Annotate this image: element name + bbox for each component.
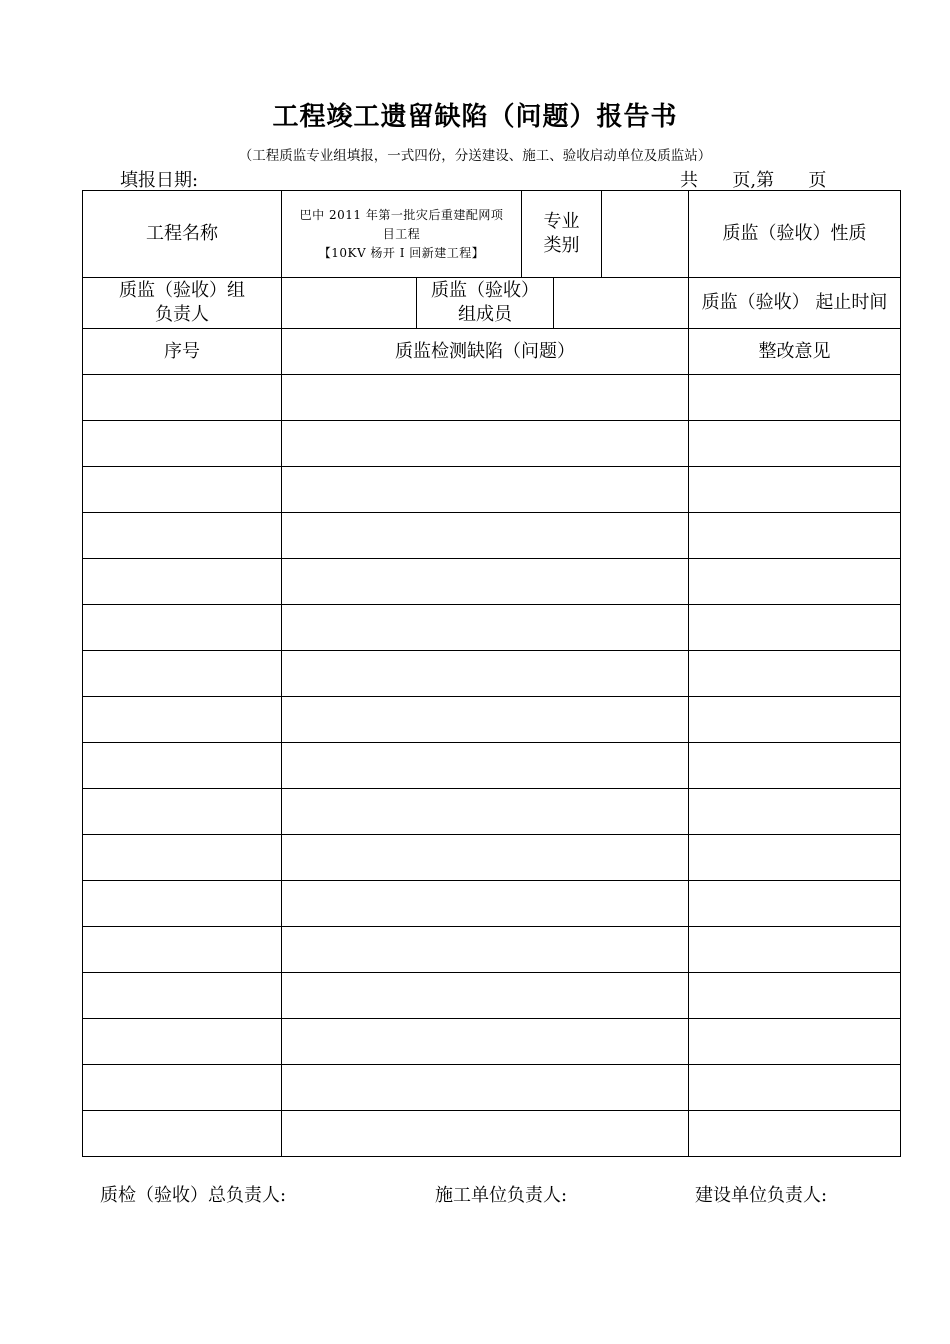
row-index-cell[interactable] — [83, 973, 282, 1019]
row-index-cell[interactable] — [83, 927, 282, 973]
row-index-cell[interactable] — [83, 421, 282, 467]
row-rectification-cell[interactable] — [689, 697, 900, 743]
page-title: 工程竣工遗留缺陷（问题）报告书 — [272, 102, 678, 132]
row-defect-cell[interactable] — [282, 789, 689, 835]
row-defect-cell[interactable] — [282, 421, 689, 467]
row-rectification-cell[interactable] — [689, 375, 900, 421]
row-index-cell[interactable] — [83, 513, 282, 559]
pages-end-label: 页 — [808, 170, 827, 191]
row-rectification-cell[interactable] — [689, 467, 900, 513]
members-label — [417, 278, 554, 329]
row-rectification-cell[interactable] — [689, 835, 900, 881]
report-form — [82, 190, 901, 1157]
project-name-line-2: 目工程 — [382, 226, 421, 241]
project-name-value[interactable] — [282, 191, 522, 278]
row-index-cell[interactable] — [83, 1111, 282, 1156]
specialty-label — [522, 191, 602, 278]
owner-leader-label: 建设单位负责人: — [695, 1185, 828, 1206]
project-name-line-3: 【10KV 杨开 I 回新建工程】 — [318, 245, 485, 260]
row-index-cell[interactable] — [83, 375, 282, 421]
project-name-label: 工程名称 — [83, 191, 282, 278]
row-defect-cell[interactable] — [282, 927, 689, 973]
leader-label — [83, 278, 282, 329]
row-rectification-cell[interactable] — [689, 789, 900, 835]
column-header-rectification: 整改意见 — [689, 329, 900, 375]
specialty-label-line-2: 类别 — [543, 235, 580, 256]
row-index-cell[interactable] — [83, 835, 282, 881]
row-index-cell[interactable] — [83, 1019, 282, 1065]
row-index-cell[interactable] — [83, 1065, 282, 1111]
leader-label-line-1: 质监（验收）组 — [119, 280, 245, 301]
row-rectification-cell[interactable] — [689, 421, 900, 467]
specialty-label-line-1: 专业 — [543, 211, 580, 232]
row-rectification-cell[interactable] — [689, 605, 900, 651]
pages-total-label: 共 — [680, 170, 698, 191]
row-defect-cell[interactable] — [282, 651, 689, 697]
row-defect-cell[interactable] — [282, 835, 689, 881]
page-counter — [680, 166, 826, 192]
row-rectification-cell[interactable] — [689, 1065, 900, 1111]
leader-value[interactable] — [282, 278, 417, 329]
column-header-defect: 质监检测缺陷（问题） — [282, 329, 689, 375]
inspection-nature-label: 质监（验收）性质 — [689, 191, 900, 278]
row-defect-cell[interactable] — [282, 697, 689, 743]
row-rectification-cell[interactable] — [689, 1019, 900, 1065]
row-index-cell[interactable] — [83, 881, 282, 927]
members-value[interactable] — [554, 278, 689, 329]
row-index-cell[interactable] — [83, 559, 282, 605]
row-defect-cell[interactable] — [282, 605, 689, 651]
row-index-cell[interactable] — [83, 743, 282, 789]
row-defect-cell[interactable] — [282, 1111, 689, 1156]
distribution-note: （工程质监专业组填报，一式四份，分送建设、施工、验收启动单位及质监站） — [238, 148, 712, 164]
row-rectification-cell[interactable] — [689, 559, 900, 605]
row-index-cell[interactable] — [83, 467, 282, 513]
row-defect-cell[interactable] — [282, 513, 689, 559]
period-label: 质监（验收） 起止时间 — [689, 278, 900, 329]
row-defect-cell[interactable] — [282, 1065, 689, 1111]
row-rectification-cell[interactable] — [689, 927, 900, 973]
row-index-cell[interactable] — [83, 789, 282, 835]
specialty-value[interactable] — [602, 191, 689, 278]
row-defect-cell[interactable] — [282, 881, 689, 927]
row-defect-cell[interactable] — [282, 973, 689, 1019]
pages-page-label: 页,第 — [732, 170, 775, 191]
row-index-cell[interactable] — [83, 651, 282, 697]
row-defect-cell[interactable] — [282, 559, 689, 605]
row-rectification-cell[interactable] — [689, 973, 900, 1019]
row-rectification-cell[interactable] — [689, 651, 900, 697]
row-rectification-cell[interactable] — [689, 881, 900, 927]
fill-date-label: 填报日期: — [120, 170, 199, 191]
row-defect-cell[interactable] — [282, 743, 689, 789]
leader-label-line-2: 负责人 — [155, 304, 209, 325]
members-label-line-1: 质监（验收） — [431, 280, 539, 301]
column-header-index: 序号 — [83, 329, 282, 375]
project-name-line-1: 巴中 2011 年第一批灾后重建配网项 — [299, 207, 504, 222]
row-index-cell[interactable] — [83, 697, 282, 743]
qc-leader-label: 质检（验收）总负责人: — [100, 1185, 287, 1206]
row-defect-cell[interactable] — [282, 467, 689, 513]
row-rectification-cell[interactable] — [689, 1111, 900, 1156]
construction-leader-label: 施工单位负责人: — [435, 1185, 568, 1206]
row-index-cell[interactable] — [83, 605, 282, 651]
row-defect-cell[interactable] — [282, 1019, 689, 1065]
row-rectification-cell[interactable] — [689, 743, 900, 789]
row-defect-cell[interactable] — [282, 375, 689, 421]
row-rectification-cell[interactable] — [689, 513, 900, 559]
members-label-line-2: 组成员 — [458, 304, 512, 325]
